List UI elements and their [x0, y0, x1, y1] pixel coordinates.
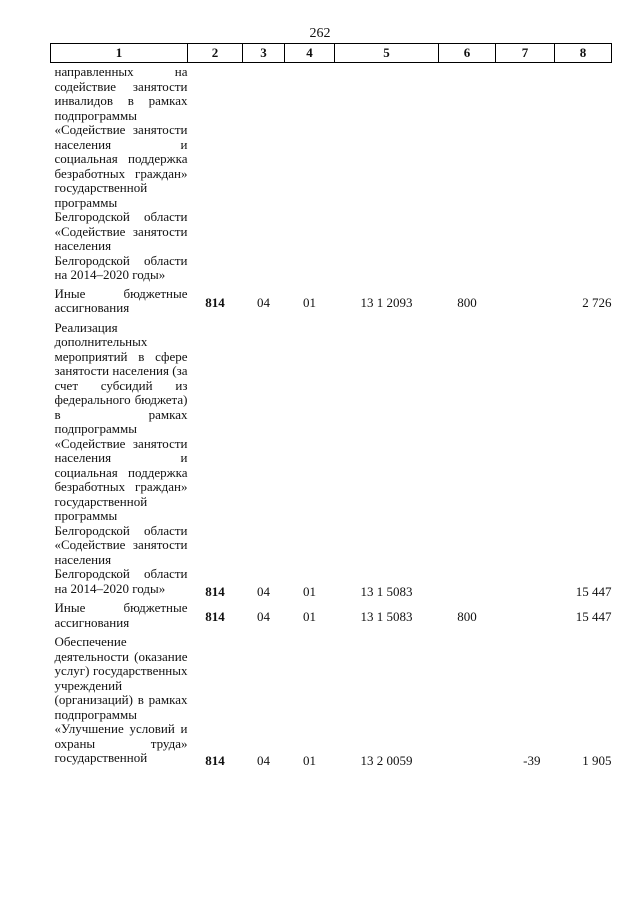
row-subsection: 01: [303, 609, 316, 624]
column-header-1: 1: [51, 44, 188, 63]
row-section: 04: [257, 609, 270, 624]
row-description: Реализация дополнительных мероприятий в сфере занятости населения (за счет субсидий из федерального бюджета) в рамках подпрограммы «Содействие занятости населения и социальная поддержка безработных граждан» государственной программы Белгородской области «Содействие занятости населения Белгородской области на 2014–2020 годы»: [54, 319, 188, 596]
page-number: 262: [309, 26, 331, 41]
row-description: Иные бюджетные ассигнования: [54, 285, 188, 315]
column-header-8: 8: [555, 44, 612, 63]
column-header-4: 4: [285, 44, 335, 63]
row-change-amount: [496, 285, 555, 319]
column-header-6: 6: [439, 44, 496, 63]
row-section: 04: [257, 753, 270, 768]
row-description: направленных на содействие занятости инвалидов в рамках подпрограммы «Содействие занятости населения и социальная поддержка безработных граждан» государственной программы Белгородской области «Содействие занятости населения Белгородской области на 2014–2020 годы»: [54, 64, 188, 282]
row-section: 04: [257, 294, 270, 310]
row-total-amount: 15 447: [575, 609, 612, 624]
row-expense-type: [439, 633, 496, 769]
row-admin-code: 814: [205, 609, 225, 624]
column-header-2: 2: [188, 44, 243, 63]
row-section: [243, 63, 285, 285]
table-row: [51, 63, 612, 285]
row-expense-type: 800: [457, 294, 477, 310]
row-expense-type: [439, 319, 496, 600]
row-total-amount: [555, 63, 612, 285]
row-total-amount: 2 726: [582, 294, 612, 310]
row-change-amount: [496, 63, 555, 285]
row-subsection: 01: [303, 294, 316, 310]
row-admin-code: 814: [205, 583, 225, 599]
row-description: Иные бюджетные ассигнования: [54, 600, 188, 630]
row-expense-type: 800: [457, 609, 477, 624]
row-total-amount: 15 447: [575, 583, 612, 599]
table-row: [51, 285, 612, 319]
column-header-3: 3: [243, 44, 285, 63]
table-row: [51, 319, 612, 600]
row-expense-type: [439, 63, 496, 285]
row-admin-code: 814: [205, 753, 225, 768]
row-subsection: 01: [303, 583, 316, 599]
row-change-amount: [496, 319, 555, 600]
row-target-article: 13 1 2093: [360, 294, 413, 310]
row-target-article: 13 1 5083: [360, 609, 413, 624]
row-subsection: 01: [303, 753, 316, 768]
row-description: Обеспечение деятельности (оказание услуг) государственных учреждений (организаций) в рамках подпрограммы «Улучшение условий и охраны труда» государственной: [54, 634, 188, 765]
row-target-article: [335, 63, 439, 285]
row-change-amount: [496, 599, 555, 633]
table-row: [51, 633, 612, 769]
table-row: [51, 599, 612, 633]
row-subsection: [285, 63, 335, 285]
row-target-article: 13 2 0059: [360, 753, 413, 768]
column-header-5: 5: [335, 44, 439, 63]
row-change-amount: -39: [523, 753, 541, 768]
row-target-article: 13 1 5083: [360, 583, 413, 599]
row-admin-code: 814: [205, 294, 225, 310]
row-total-amount: 1 905: [582, 753, 612, 768]
row-section: 04: [257, 583, 270, 599]
budget-table: [50, 43, 612, 769]
table-header-row: [51, 44, 612, 63]
row-admin-code: [188, 63, 243, 285]
column-header-7: 7: [496, 44, 555, 63]
